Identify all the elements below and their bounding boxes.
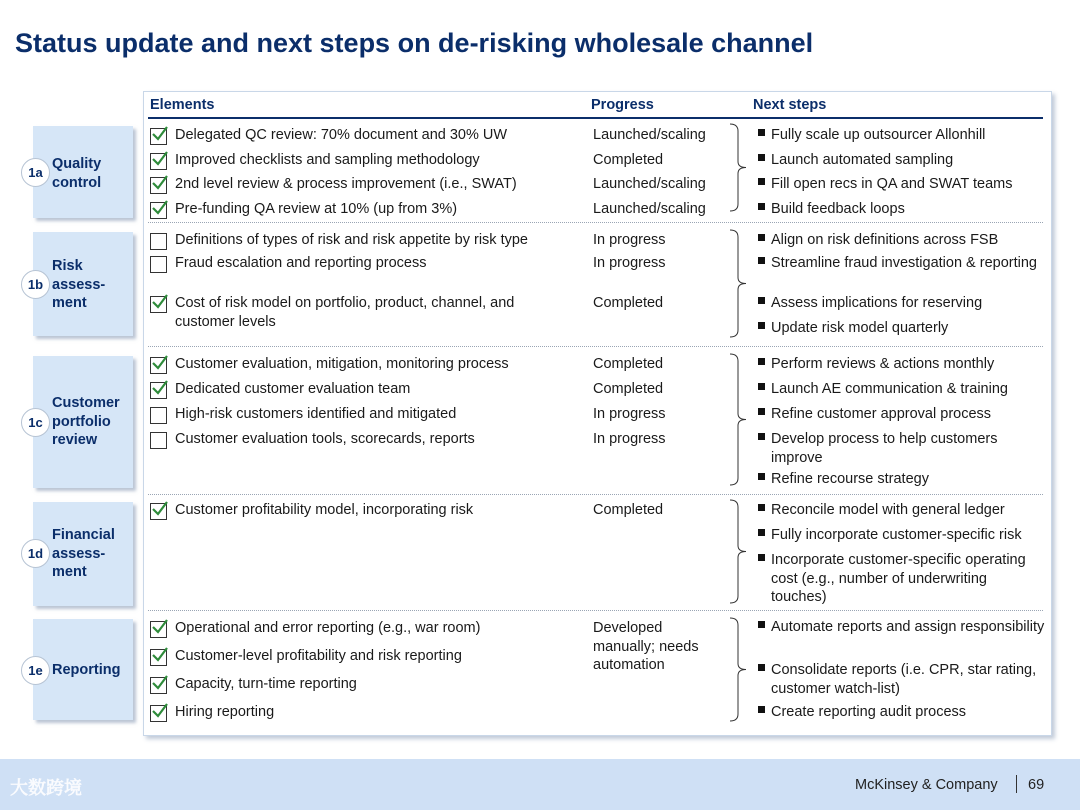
- bullet-square: [758, 234, 765, 241]
- progress-status: In progress: [593, 255, 666, 271]
- bullet-square: [758, 621, 765, 628]
- checkbox-checked[interactable]: [150, 296, 167, 313]
- section-label: Customer: [52, 395, 120, 411]
- element-text: Customer evaluation tools, scorecards, reports: [175, 431, 475, 447]
- checkbox-checked[interactable]: [150, 621, 167, 638]
- bullet-square: [758, 433, 765, 440]
- element-text: High-risk customers identified and mitigated: [175, 406, 457, 422]
- progress-status: In progress: [593, 431, 666, 447]
- checkbox-unchecked[interactable]: [150, 256, 167, 273]
- next-step-item: Fully incorporate customer-specific risk: [771, 527, 1022, 543]
- bullet-square: [758, 178, 765, 185]
- element-text: Delegated QC review: 70% document and 30% UW: [175, 127, 508, 143]
- section-label: Financial: [52, 527, 115, 543]
- bullet-square: [758, 154, 765, 161]
- section-label: assess-: [52, 545, 106, 562]
- brace: [728, 123, 750, 217]
- row-separator: [148, 346, 1043, 347]
- progress-status: Launched/scaling: [593, 127, 706, 143]
- bullet-square: [758, 408, 765, 415]
- progress-status: In progress: [593, 406, 666, 422]
- next-step-item: Automate reports and assign responsibility: [771, 619, 1045, 635]
- progress-status: Completed: [593, 502, 664, 518]
- next-step-item: Update risk model quarterly: [771, 320, 949, 336]
- bullet-square: [758, 358, 765, 365]
- bullet-square: [758, 297, 765, 304]
- next-step-item: Launch AE communication & training: [771, 381, 1008, 397]
- next-step-item: Assess implications for reserving: [771, 295, 983, 311]
- element-text: 2nd level review & process improvement (i.e., SWAT): [175, 176, 517, 192]
- header-next-steps: Next steps: [753, 97, 827, 113]
- section-label: ment: [52, 295, 87, 311]
- next-step-item: Align on risk definitions across FSB: [771, 232, 999, 248]
- next-step-item: Develop process to help customers improve: [771, 431, 998, 466]
- bullet-square: [758, 257, 765, 264]
- checkbox-checked[interactable]: [150, 202, 167, 219]
- progress-status: Launched/scaling: [593, 201, 706, 217]
- section-badge: 1d: [21, 539, 50, 568]
- next-step-item: Launch automated sampling: [771, 152, 954, 168]
- next-step-item: Perform reviews & actions monthly: [771, 356, 995, 372]
- element-text: Fraud escalation and reporting process: [175, 255, 427, 271]
- checkbox-unchecked[interactable]: [150, 432, 167, 449]
- progress-status: Completed: [593, 381, 664, 397]
- element-text: Pre-funding QA review at 10% (up from 3%): [175, 201, 458, 217]
- element-text: Customer profitability model, incorporating risk: [175, 502, 474, 518]
- bullet-square: [758, 129, 765, 136]
- section-label: assess-: [52, 276, 106, 293]
- brace: [728, 353, 750, 491]
- header-elements: Elements: [150, 97, 215, 113]
- next-step-item: Incorporate customer-specific operating cost (e.g., number of underwriting touches): [771, 552, 1026, 605]
- brace: [728, 617, 750, 727]
- next-step-item: Streamline fraud investigation & reporting: [771, 255, 1037, 271]
- progress-status: Launched/scaling: [593, 176, 706, 192]
- element-text: Hiring reporting: [175, 704, 275, 720]
- next-step-item: Fully scale up outsourcer Allonhill: [771, 127, 986, 143]
- page-number: 69: [1028, 777, 1045, 793]
- checkbox-checked[interactable]: [150, 503, 167, 520]
- row-separator: [148, 222, 1043, 223]
- next-step-item: Fill open recs in QA and SWAT teams: [771, 176, 1013, 192]
- brace: [728, 499, 750, 609]
- checkbox-checked[interactable]: [150, 705, 167, 722]
- row-separator: [148, 494, 1043, 495]
- section-badge: 1a: [21, 158, 50, 187]
- bullet-square: [758, 203, 765, 210]
- progress-status: In progress: [593, 232, 666, 248]
- element-text: Cost of risk model on portfolio, product, channel, and customer levels: [175, 295, 515, 330]
- next-step-item: Reconcile model with general ledger: [771, 502, 1005, 518]
- section-badge: 1b: [21, 270, 50, 299]
- bullet-square: [758, 554, 765, 561]
- element-text: Definitions of types of risk and risk appetite by risk type: [175, 232, 528, 248]
- next-step-item: Refine customer approval process: [771, 406, 992, 422]
- element-text: Customer-level profitability and risk reporting: [175, 648, 462, 664]
- element-text: Operational and error reporting (e.g., war room): [175, 620, 481, 636]
- next-step-item: Create reporting audit process: [771, 704, 967, 720]
- footer-divider: [1016, 775, 1017, 793]
- progress-status: Completed: [593, 152, 664, 168]
- checkbox-checked[interactable]: [150, 677, 167, 694]
- section-label: Quality: [52, 156, 102, 172]
- section-label: Reporting: [52, 662, 121, 678]
- brace: [728, 229, 750, 343]
- bullet-square: [758, 706, 765, 713]
- header-progress: Progress: [591, 97, 654, 113]
- checkbox-checked[interactable]: [150, 177, 167, 194]
- progress-status: Completed: [593, 356, 664, 372]
- element-text: Capacity, turn-time reporting: [175, 676, 357, 692]
- element-text: Improved checklists and sampling methodology: [175, 152, 480, 168]
- progress-status: Developed manually; needs automation: [593, 620, 699, 673]
- section-label: control: [52, 174, 102, 191]
- checkbox-checked[interactable]: [150, 382, 167, 399]
- next-step-item: Consolidate reports (i.e. CPR, star rating, customer watch-list): [771, 662, 1037, 697]
- checkbox-checked[interactable]: [150, 357, 167, 374]
- section-label: ment: [52, 564, 87, 580]
- checkbox-checked[interactable]: [150, 649, 167, 666]
- progress-status: Completed: [593, 295, 664, 311]
- bullet-square: [758, 504, 765, 511]
- bullet-square: [758, 473, 765, 480]
- bullet-square: [758, 383, 765, 390]
- section-label: review: [52, 432, 98, 448]
- element-text: Dedicated customer evaluation team: [175, 381, 411, 397]
- checkbox-checked[interactable]: [150, 128, 167, 145]
- next-step-item: Build feedback loops: [771, 201, 905, 217]
- header-rule: [148, 117, 1043, 119]
- section-label: portfolio: [52, 413, 111, 430]
- row-separator: [148, 610, 1043, 611]
- bullet-square: [758, 322, 765, 329]
- element-text: Customer evaluation, mitigation, monitoring process: [175, 356, 509, 372]
- checkbox-unchecked[interactable]: [150, 407, 167, 424]
- watermark: 大数跨境: [10, 778, 82, 798]
- checkbox-unchecked[interactable]: [150, 233, 167, 250]
- checkbox-checked[interactable]: [150, 153, 167, 170]
- page-title: Status update and next steps on de-risking wholesale channel: [15, 28, 814, 58]
- section-badge: 1c: [21, 408, 50, 437]
- section-label: Risk: [52, 258, 83, 274]
- company-name: McKinsey & Company: [855, 777, 998, 793]
- bullet-square: [758, 529, 765, 536]
- next-step-item: Refine recourse strategy: [771, 471, 929, 487]
- bullet-square: [758, 664, 765, 671]
- section-badge: 1e: [21, 656, 50, 685]
